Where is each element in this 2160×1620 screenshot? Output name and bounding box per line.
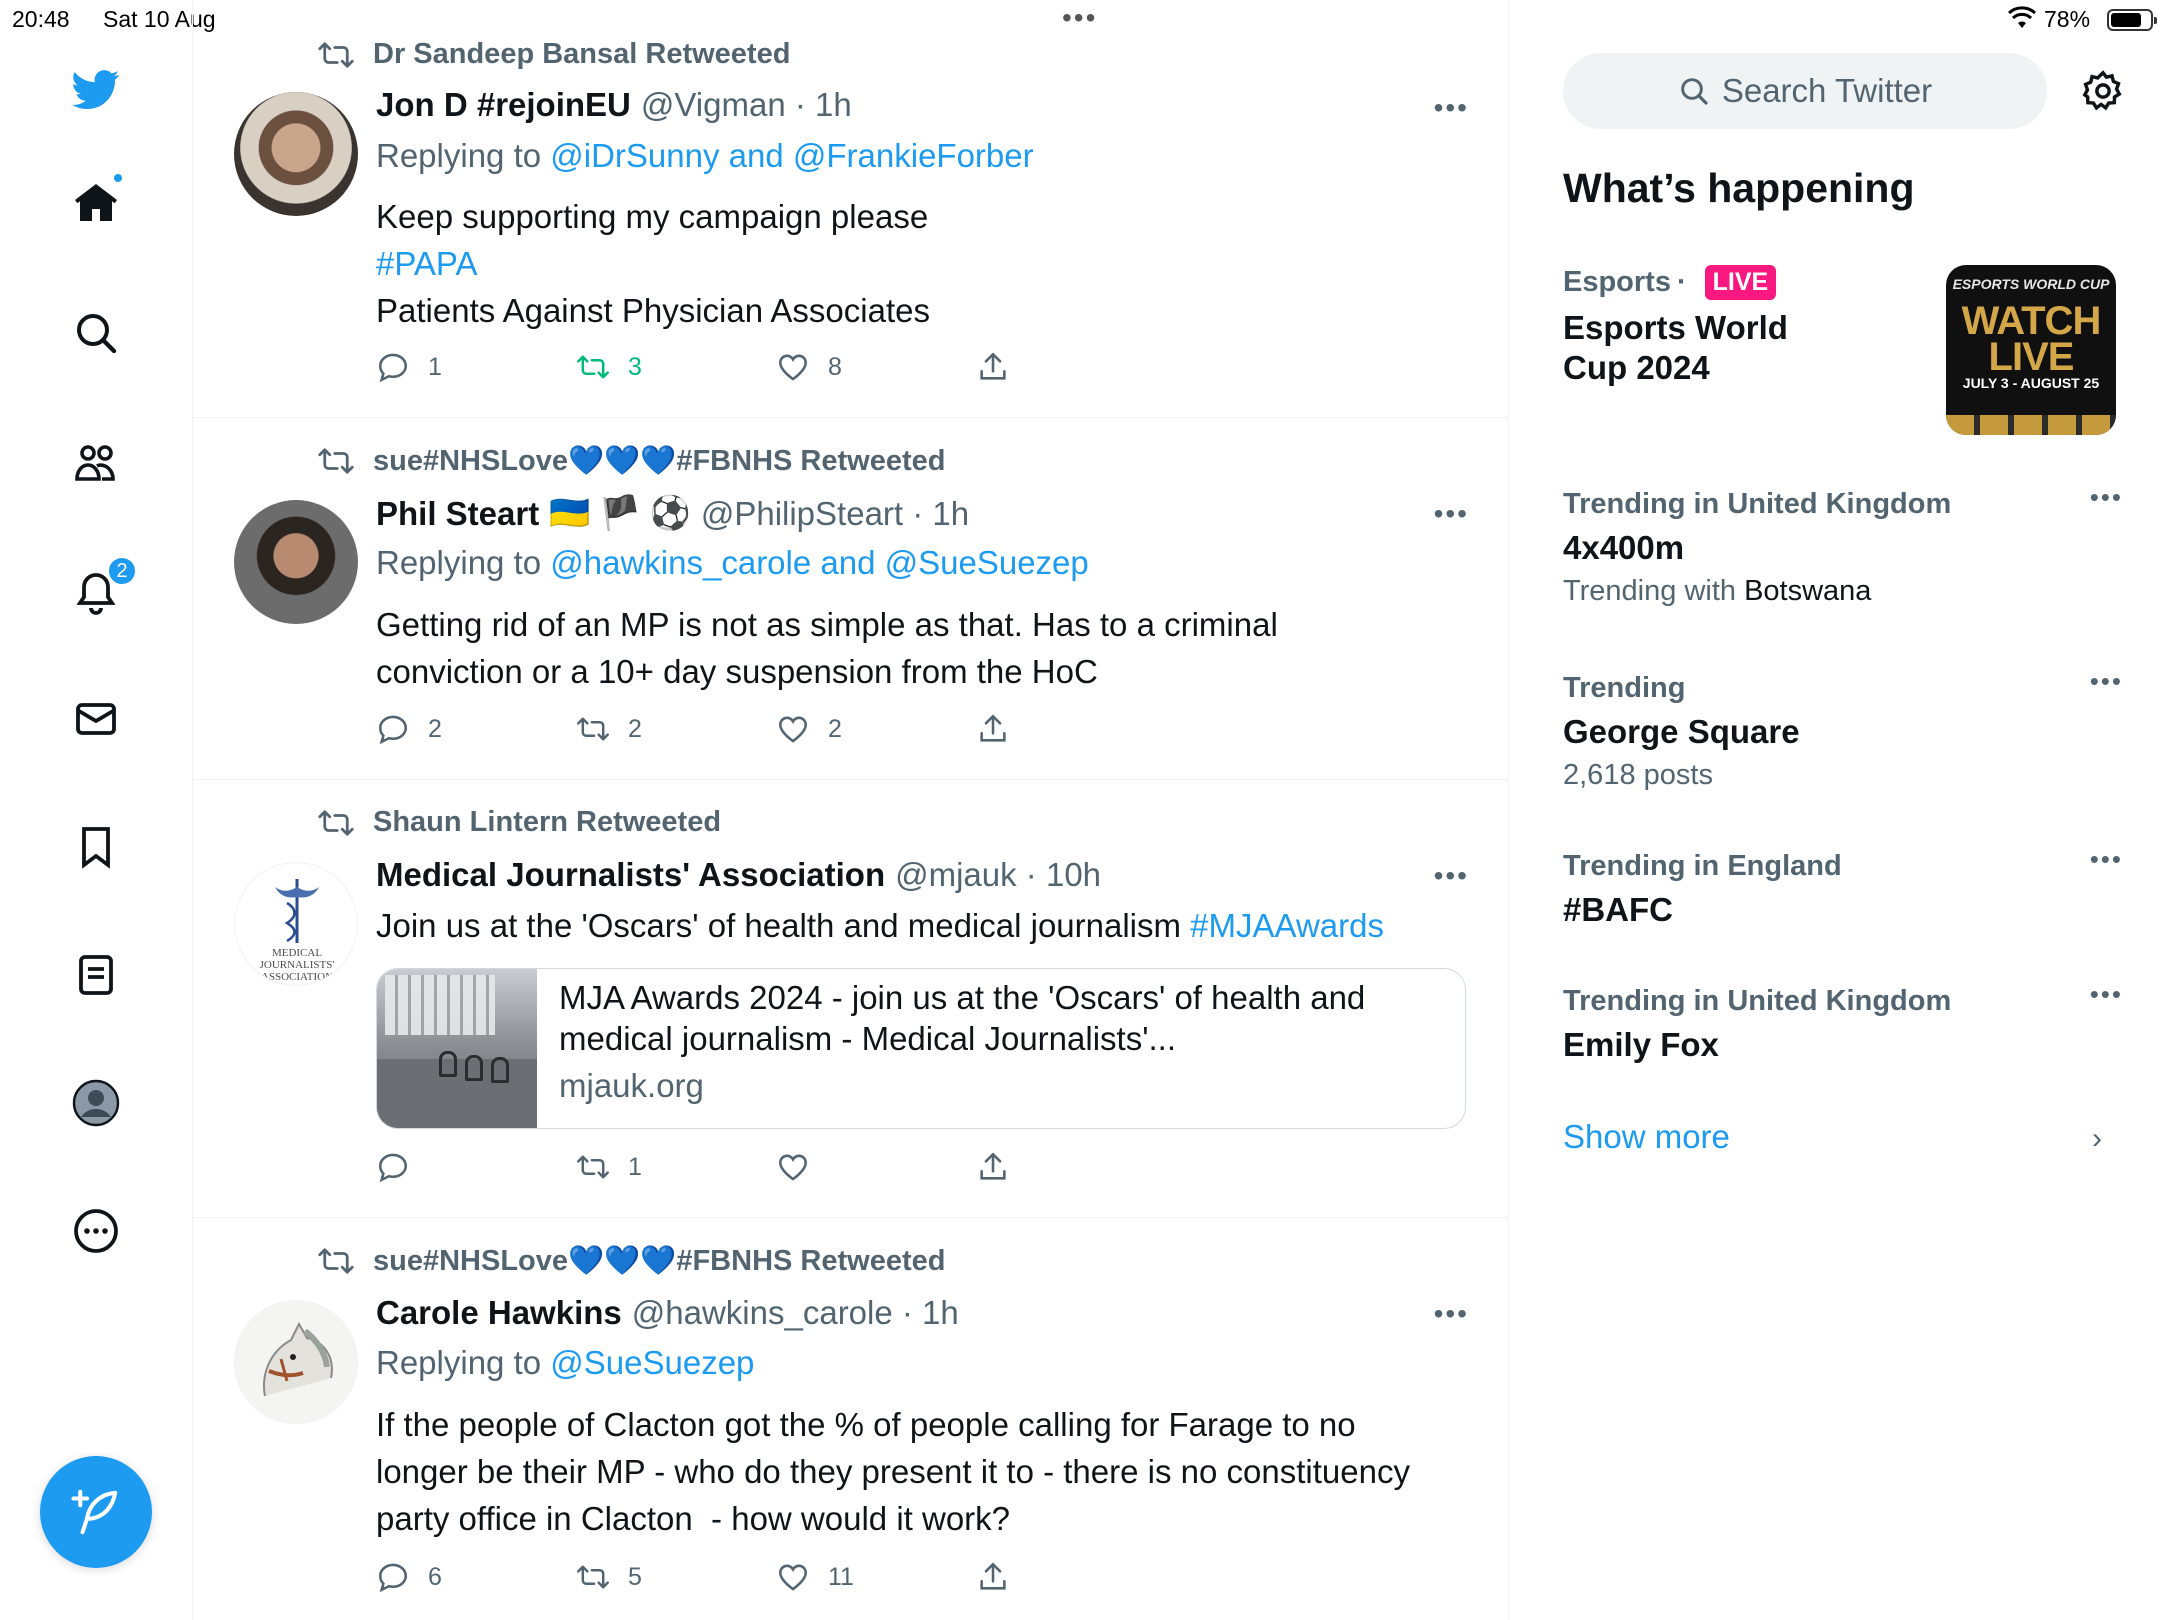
trend-title: 4x400m <box>1563 529 1685 566</box>
avatar-org-text: MEDICAL JOURNALISTS' ASSOCIATION <box>259 947 335 983</box>
tweet-header <box>376 1294 959 1332</box>
tweet-actions <box>376 350 1036 390</box>
search-twitter-input[interactable] <box>1563 53 2047 129</box>
share-icon <box>976 712 1010 746</box>
chevron-right-icon[interactable]: › <box>2092 1122 2102 1155</box>
retweet-button[interactable] <box>576 1560 642 1594</box>
author-name[interactable]: Carole Hawkins <box>376 1294 622 1331</box>
trend-subtitle: 2,618 posts <box>1563 759 1713 791</box>
tweet-text-line: Patients Against Physician Associates <box>376 292 930 329</box>
retweet-count: 3 <box>628 352 642 381</box>
trend-sub-highlight: Botswana <box>1744 575 1872 607</box>
avatar[interactable] <box>234 862 358 986</box>
tweet-actions <box>376 712 1036 752</box>
nav-home[interactable] <box>63 170 129 236</box>
author-handle[interactable]: @Vigman · 1h <box>640 86 852 123</box>
image-caption-top: ESPORTS WORLD CUP <box>1952 276 2110 292</box>
reply-button[interactable] <box>376 1150 428 1184</box>
trend-sub-prefix: Trending with <box>1563 575 1745 607</box>
reply-count: 1 <box>428 352 442 381</box>
trend-more-icon[interactable]: ••• <box>2089 666 2123 696</box>
like-count: 11 <box>828 1562 854 1591</box>
show-more-link[interactable]: Show more <box>1563 1118 1730 1155</box>
trend-category: Esports <box>1563 266 1671 298</box>
home-icon <box>72 179 120 227</box>
retweet-context <box>317 806 721 839</box>
tweet-text-line: If the people of Clacton got the % of people calling for Farage to no <box>376 1406 1356 1443</box>
link-card-domain: mjauk.org <box>559 1067 704 1104</box>
avatar[interactable] <box>234 92 358 216</box>
live-badge: LIVE <box>1705 265 1777 300</box>
author-handle[interactable]: @mjauk · 10h <box>895 856 1102 893</box>
twitter-logo-icon[interactable] <box>63 56 129 122</box>
trend-more-icon[interactable]: ••• <box>2089 482 2123 512</box>
trend-context: Trending <box>1563 672 1686 704</box>
lists-icon <box>72 951 120 999</box>
tweet[interactable] <box>193 418 1509 780</box>
like-button[interactable] <box>776 1560 854 1594</box>
tweet-actions <box>376 1150 1036 1190</box>
share-button[interactable] <box>976 712 1028 746</box>
reply-count: 2 <box>428 714 442 743</box>
tweet[interactable] <box>193 0 1509 418</box>
image-caption-dates: JULY 3 - AUGUST 25 <box>1962 375 2100 391</box>
author-name[interactable]: Jon D #rejoinEU <box>376 86 631 123</box>
reply-count: 6 <box>428 1562 442 1591</box>
wifi-icon <box>2008 6 2036 30</box>
tweet-text-line: Getting rid of an MP is not as simple as that. Has to a criminal <box>376 606 1278 643</box>
retweet-context <box>317 38 790 71</box>
replying-prefix: Replying to <box>376 544 551 581</box>
replying-to <box>376 137 1034 175</box>
compose-feather-icon <box>69 1485 123 1539</box>
image-strip <box>1946 415 2116 435</box>
tweet-header <box>376 86 852 124</box>
share-button[interactable] <box>976 1560 1028 1594</box>
tweet[interactable] <box>193 780 1509 1218</box>
timeline <box>193 0 1509 1620</box>
left-nav <box>0 0 193 1620</box>
search-icon <box>72 309 120 357</box>
battery-fill <box>2111 13 2141 27</box>
nav-lists[interactable] <box>63 942 129 1008</box>
reply-icon <box>376 1150 410 1184</box>
retweet-icon <box>317 40 355 70</box>
esports-world-cup-image[interactable] <box>1946 265 2116 435</box>
like-button[interactable] <box>776 1150 828 1184</box>
tweet-header <box>376 856 1101 894</box>
mail-icon <box>72 695 120 743</box>
retweet-count: 2 <box>628 714 642 743</box>
trend-item[interactable] <box>1563 844 2123 929</box>
tweet-text <box>376 193 1466 334</box>
trend-title: George Square <box>1563 713 1800 750</box>
reply-button[interactable] <box>376 712 442 746</box>
replying-to <box>376 544 1089 582</box>
tweet-text-line: conviction or a 10+ day suspension from the HoC <box>376 653 1098 690</box>
trend-item[interactable] <box>1563 666 2123 792</box>
retweet-count: 1 <box>628 1152 642 1181</box>
retweeted-by[interactable]: sue#NHSLove💙💙💙#FBNHS Retweeted <box>373 1245 946 1277</box>
card-image-chair <box>491 1057 509 1083</box>
author-handle[interactable]: @hawkins_carole · 1h <box>631 1294 959 1331</box>
trend-context: Esports · LIVE <box>1563 265 2123 300</box>
retweet-icon <box>576 712 610 746</box>
battery-icon <box>2107 9 2153 31</box>
retweet-icon <box>576 350 610 384</box>
trend-context: Trending in United Kingdom <box>1563 488 1952 520</box>
link-card[interactable] <box>376 968 1466 1129</box>
trend-subtitle <box>1563 575 2123 608</box>
heart-icon <box>776 1560 810 1594</box>
communities-icon <box>72 439 120 487</box>
tweet-text-line: Join us at the 'Oscars' of health and medical journalism <box>376 907 1191 944</box>
multitasking-dots-icon[interactable]: ••• <box>1062 2 1098 33</box>
reply-icon <box>376 350 410 384</box>
tweet-text <box>376 902 1466 949</box>
nav-messages[interactable] <box>63 686 129 752</box>
retweet-icon <box>317 808 355 838</box>
link-card-image <box>377 969 537 1129</box>
trend-title-line: Esports World <box>1563 309 1788 346</box>
trend-title: #BAFC <box>1563 891 1674 928</box>
tweet-more-icon[interactable]: ••• <box>1433 92 1469 123</box>
retweet-button[interactable] <box>576 1150 642 1184</box>
heart-icon <box>776 350 810 384</box>
avatar[interactable] <box>234 1300 358 1424</box>
tweet[interactable] <box>193 1218 1509 1620</box>
tweet-more-icon[interactable]: ••• <box>1433 498 1469 529</box>
retweeted-by[interactable]: Shaun Lintern Retweeted <box>373 806 722 838</box>
share-button[interactable] <box>976 1150 1028 1184</box>
hashtag-link[interactable]: #MJAAwards <box>1190 907 1384 944</box>
home-unread-dot <box>112 172 124 184</box>
share-icon <box>976 350 1010 384</box>
heart-icon <box>776 712 810 746</box>
replying-prefix: Replying to <box>376 137 551 174</box>
settings-gear-icon[interactable] <box>2080 68 2126 114</box>
link-card-title: MJA Awards 2024 - join us at the 'Oscars' of health and medical journalism - Medical Journalists'... <box>559 979 1366 1057</box>
hashtag-link[interactable]: #PAPA <box>376 245 478 282</box>
trend-title-line: Cup 2024 <box>1563 349 1710 386</box>
tweet-text-line: longer be their MP - who do they present it to - there is no constituency <box>376 1453 1410 1490</box>
replying-to-link[interactable]: @SueSuezep <box>550 1344 755 1381</box>
retweet-context <box>317 1244 945 1278</box>
tweet-text-line: party office in Clacton - how would it work? <box>376 1500 1011 1537</box>
nav-bookmarks[interactable] <box>63 814 129 880</box>
card-image-floor <box>377 1059 537 1129</box>
nav-communities[interactable] <box>63 430 129 496</box>
battery-percent: 78% <box>2044 6 2091 32</box>
profile-avatar-icon <box>72 1079 120 1127</box>
status-time: 20:48 <box>12 6 70 32</box>
author-name[interactable]: Medical Journalists' Association <box>376 856 886 893</box>
notifications-badge: 2 <box>107 556 137 586</box>
bookmark-icon <box>72 823 120 871</box>
tweet-text <box>376 601 1466 695</box>
heart-icon <box>776 1150 810 1184</box>
retweet-icon <box>576 1560 610 1594</box>
retweet-icon <box>317 1246 355 1276</box>
replying-prefix: Replying to <box>376 1344 551 1381</box>
trend-item[interactable] <box>1563 482 2123 608</box>
retweet-icon <box>576 1150 610 1184</box>
more-circle-icon <box>72 1207 120 1255</box>
trend-item[interactable] <box>1563 979 2123 1064</box>
card-image-chair <box>439 1051 457 1077</box>
trend-context: Trending in United Kingdom <box>1563 985 1952 1017</box>
nav-more[interactable] <box>63 1198 129 1264</box>
reply-icon <box>376 712 410 746</box>
tweet-actions <box>376 1560 1036 1600</box>
trend-title: Emily Fox <box>1563 1026 1719 1063</box>
nav-profile[interactable] <box>63 1070 129 1136</box>
tweet-header <box>376 494 969 533</box>
reply-icon <box>376 1560 410 1594</box>
reply-button[interactable] <box>376 1560 442 1594</box>
trend-more-icon[interactable]: ••• <box>2089 844 2123 874</box>
retweet-context <box>317 444 945 478</box>
author-name[interactable]: Phil Steart <box>376 494 540 532</box>
retweeted-by[interactable]: sue#NHSLove💙💙💙#FBNHS Retweeted <box>373 445 946 477</box>
share-button[interactable] <box>976 350 1028 384</box>
like-count: 8 <box>828 352 842 381</box>
retweet-button[interactable] <box>576 350 642 384</box>
nav-search[interactable] <box>63 300 129 366</box>
trend-context: Trending in England <box>1563 850 1842 882</box>
tweet-text <box>376 1401 1466 1542</box>
replying-to <box>376 1344 754 1382</box>
author-handle[interactable]: @PhilipSteart · 1h <box>700 494 970 532</box>
reply-button[interactable] <box>376 350 442 384</box>
like-button[interactable] <box>776 712 842 746</box>
like-count: 2 <box>828 714 842 743</box>
like-button[interactable] <box>776 350 842 384</box>
nav-notifications[interactable] <box>63 558 129 624</box>
name-emoji-flags: 🇺🇦 🏴 ⚽ <box>549 494 691 531</box>
status-date: Sat 10 Aug <box>103 6 216 32</box>
tweet-more-icon[interactable]: ••• <box>1433 860 1469 891</box>
avatar[interactable] <box>234 500 358 624</box>
trend-more-icon[interactable]: ••• <box>2089 979 2123 1009</box>
retweet-button[interactable] <box>576 712 642 746</box>
search-icon <box>1678 75 1710 107</box>
replying-to-link[interactable]: @hawkins_carole and @SueSuezep <box>550 544 1089 581</box>
horse-doodle-icon <box>235 1301 358 1424</box>
whats-happening-heading: What’s happening <box>1563 165 1915 211</box>
card-image-window <box>385 975 495 1035</box>
image-caption-watch-live: WATCH LIVE <box>1961 299 2101 379</box>
share-icon <box>976 1560 1010 1594</box>
retweet-icon <box>317 446 355 476</box>
compose-tweet-button[interactable] <box>40 1456 152 1568</box>
search-placeholder: Search Twitter <box>1721 72 1933 109</box>
share-icon <box>976 1150 1010 1184</box>
retweet-count: 5 <box>628 1562 642 1591</box>
tweet-text-line: Keep supporting my campaign please <box>376 198 929 235</box>
tweet-more-icon[interactable]: ••• <box>1433 1298 1469 1329</box>
card-image-chair <box>465 1055 483 1081</box>
retweeted-by[interactable]: Dr Sandeep Bansal Retweeted <box>373 38 791 70</box>
replying-to-link[interactable]: @iDrSunny and @FrankieForber <box>550 137 1034 174</box>
